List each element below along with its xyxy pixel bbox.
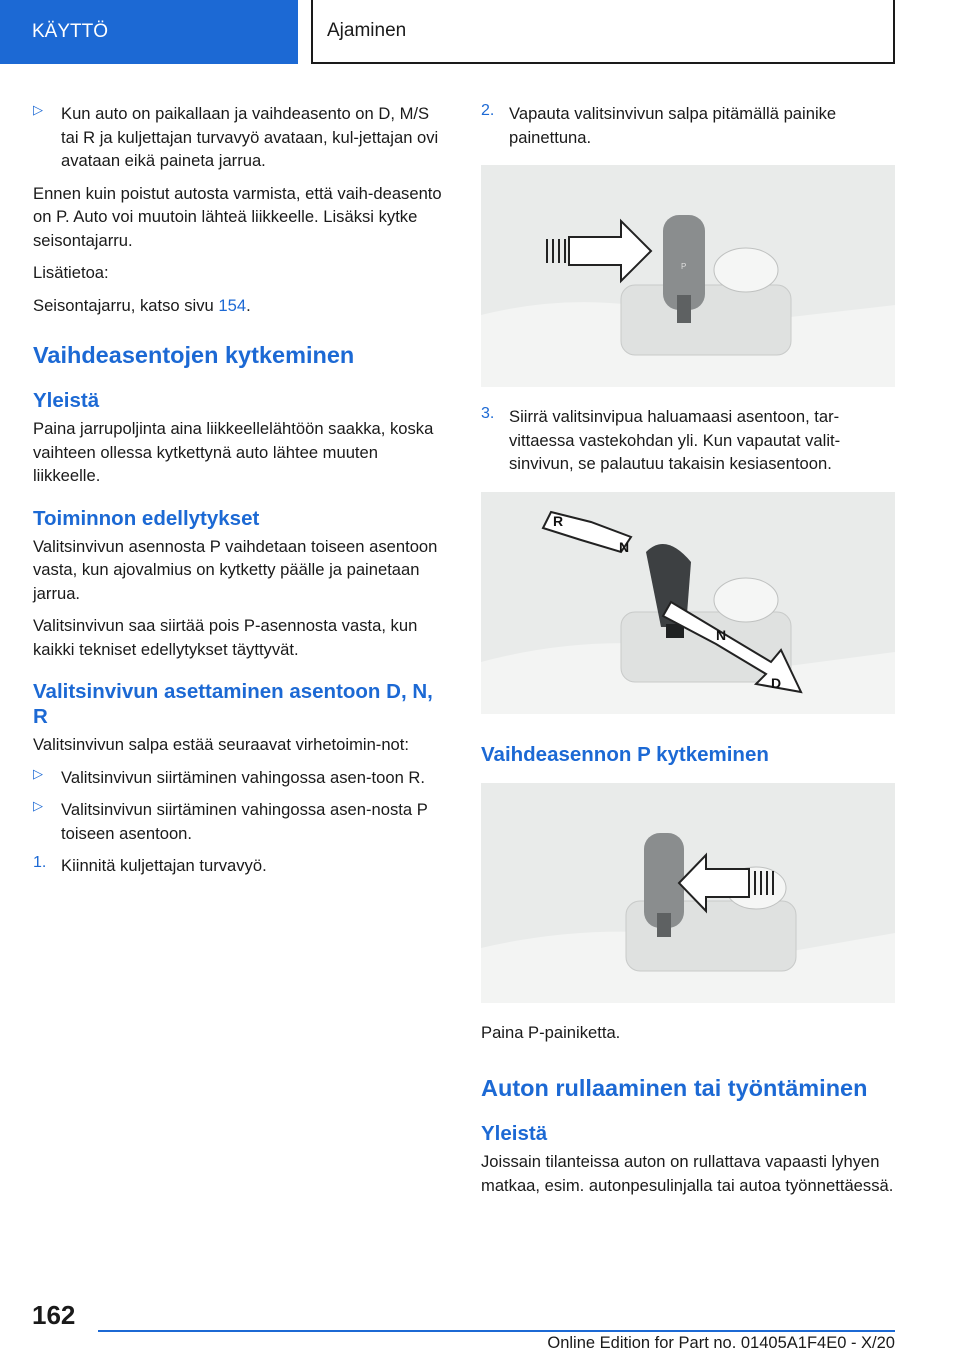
list-item [33, 102, 447, 173]
step-text: Siirrä valitsinvipua haluamaasi asentoon, tar‐vittaessa vastekohdan yli. Kun vapautat valit‐sinvivun, se palautuu takaisin kesiasentoon. [509, 407, 841, 473]
right-column [481, 102, 895, 1206]
paragraph: Joissain tilanteissa auton on rullattava vapaasti lyhyen matkaa, esim. autonpesulinjalla tai autoa työnnettäessä. [481, 1152, 894, 1195]
paragraph: Valitsinvivun salpa estää seuraavat virhetoimin‐not: [33, 735, 410, 754]
punctuation: . [246, 295, 251, 315]
paragraph: Valitsinvivun saa siirtää pois P-asennosta vasta, kun kaikki tekniset edellytykset täyttyvät. [33, 616, 418, 659]
bullet-text: Kun auto on paikallaan ja vaihdeasento on D, M/S tai R ja kuljettajan turvavyö avataan, kul‐jettajan ovi avataan eikä paineta jarrua. [61, 104, 439, 170]
section-heading: Auton rullaaminen tai työntäminen [481, 1075, 868, 1101]
paragraph: Ennen kuin poistut autosta varmista, että vaih‐deasento on P. Auto voi muutoin lähteä liikkeelle. Lisäksi kytke seisontajarru. [33, 183, 442, 250]
section-title: KÄYTTÖ [32, 21, 109, 42]
step-number: 2. [481, 102, 495, 119]
step-text: Vapauta valitsinvivun salpa pitämällä painike painettuna. [509, 104, 837, 147]
figure-release-button [481, 165, 895, 387]
chapter-header [311, 0, 895, 64]
triangle-bullet-icon: ▷ [33, 765, 43, 781]
step-number: 1. [33, 854, 47, 871]
bullet-text: Valitsinvivun siirtäminen vahingossa asen‐toon R. [61, 767, 426, 787]
step-item [481, 405, 895, 476]
position-label-r: R [553, 512, 564, 529]
step-number: 3. [481, 405, 495, 422]
triangle-bullet-icon: ▷ [33, 102, 43, 117]
paragraph: Paina P-painiketta. [481, 1022, 621, 1042]
paragraph: Lisätietoa: [33, 263, 109, 282]
position-label-n: N [716, 626, 727, 643]
chapter-title: Ajaminen [327, 20, 407, 41]
figure-p-button [481, 783, 895, 1003]
subsection-heading: Yleistä [481, 1122, 548, 1145]
footer-divider [98, 1330, 895, 1332]
section-tab[interactable] [0, 0, 298, 64]
subsection-heading: Valitsinvivun asettaminen asentoon D, N, R [33, 680, 433, 728]
triangle-bullet-icon: ▷ [33, 798, 43, 813]
step-item [481, 102, 895, 149]
footer-edition: Online Edition for Part no. 01405A1F4E0 - X/20 [547, 1334, 895, 1352]
step-text: Kiinnitä kuljettajan turvavyö. [61, 856, 267, 875]
list-item [33, 766, 447, 790]
figure-lever-positions [481, 492, 895, 714]
reference-text: Seisontajarru, katso sivu [33, 295, 219, 315]
paragraph [33, 294, 447, 318]
subsection-heading: Yleistä [33, 389, 100, 412]
step-item [33, 854, 447, 878]
left-column [33, 102, 447, 887]
list-item [33, 798, 447, 845]
bullet-text: Valitsinvivun siirtäminen vahingossa asen‐nosta P toiseen asentoon. [61, 800, 428, 843]
page-number: 162 [32, 1300, 76, 1330]
gear-positions-illustration [481, 492, 895, 714]
paragraph: Valitsinvivun asennosta P vaihdetaan toiseen asentoon vasta, kun ajovalmius on kytketty päälle ja painetaan jarrua. [33, 536, 438, 603]
position-label-d: D [771, 674, 782, 691]
position-label-n: N [619, 538, 630, 555]
lever-p-label: P [681, 262, 687, 271]
paragraph: Paina jarrupoljinta aina liikkeellelähtöön saakka, koska vaihteen ollessa kytkettynä auto lähtee muuten liikkeelle. [33, 419, 434, 485]
section-heading: Vaihdeasentojen kytkeminen [33, 342, 355, 368]
subsection-heading: Toiminnon edellytykset [33, 506, 260, 530]
page-link[interactable]: 154 [218, 295, 247, 315]
gear-lever-press-illustration [481, 165, 895, 387]
subsection-heading: Vaihdeasennon P kytkeminen [481, 742, 769, 766]
p-button-illustration [481, 783, 895, 1003]
